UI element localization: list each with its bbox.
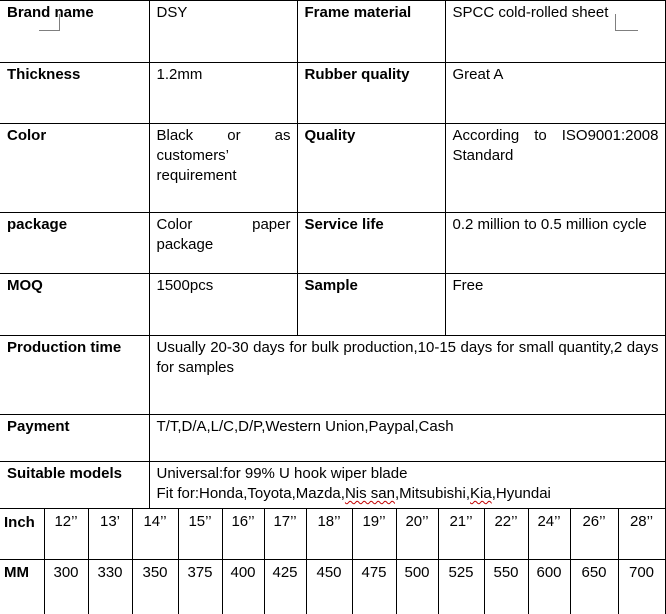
models-fit-mid: ,Mitsubishi,	[394, 485, 470, 502]
inch-size-cell: 28’’	[618, 509, 665, 560]
suitable-models-value	[149, 462, 665, 509]
frame-material-value: SPCC cold-rolled sheet	[445, 1, 665, 63]
rubber-quality-label: Rubber quality	[297, 63, 445, 124]
inch-size-cell: 20’’	[396, 509, 438, 560]
sample-value: Free	[445, 274, 665, 336]
package-value: Color paper package	[149, 213, 297, 274]
brand-name-label: Brand name	[0, 1, 149, 63]
color-label: Color	[0, 124, 149, 213]
mm-size-cell: 550	[484, 560, 528, 614]
inch-size-cell: 22’’	[484, 509, 528, 560]
mm-size-cell: 350	[132, 560, 178, 614]
mm-row	[0, 560, 665, 614]
table-row	[0, 124, 665, 213]
mm-size-cell: 500	[396, 560, 438, 614]
inch-size-cell: 14’’	[132, 509, 178, 560]
table-row	[0, 63, 665, 124]
inch-size-cell: 16’’	[222, 509, 264, 560]
production-time-label: Production time	[0, 336, 149, 415]
mm-size-cell: 525	[438, 560, 484, 614]
models-kia: Kia	[470, 485, 492, 502]
thickness-label: Thickness	[0, 63, 149, 124]
mm-size-cell: 700	[618, 560, 665, 614]
crop-mark-top-right	[615, 14, 638, 31]
payment-label: Payment	[0, 415, 149, 462]
moq-value: 1500pcs	[149, 274, 297, 336]
quality-label: Quality	[297, 124, 445, 213]
size-table	[0, 508, 666, 614]
service-life-value: 0.2 million to 0.5 million cycle	[445, 213, 665, 274]
mm-size-cell: 450	[306, 560, 352, 614]
brand-name-value: DSY	[149, 1, 297, 63]
models-universal-line: Universal:for 99% U hook wiper blade	[156, 465, 408, 482]
service-life-label: Service life	[297, 213, 445, 274]
inch-label: Inch	[0, 509, 44, 560]
models-fit-line	[157, 484, 659, 504]
mm-label: MM	[0, 560, 44, 614]
inch-size-cell: 12’’	[44, 509, 88, 560]
frame-material-label: Frame material	[297, 1, 445, 63]
mm-size-cell: 300	[44, 560, 88, 614]
inch-size-cell: 15’’	[178, 509, 222, 560]
production-time-value: Usually 20-30 days for bulk production,10-15 days for small quantity,2 days for samples	[149, 336, 665, 415]
table-row	[0, 213, 665, 274]
inch-size-cell: 19’’	[352, 509, 396, 560]
color-value: Black or as customers’ requirement	[149, 124, 297, 213]
moq-label: MOQ	[0, 274, 149, 336]
table-row	[0, 462, 665, 509]
quality-value: According to ISO9001:2008 Standard	[445, 124, 665, 213]
sample-label: Sample	[297, 274, 445, 336]
models-fit-prefix: Fit for:Honda,Toyota,Mazda,	[156, 485, 345, 502]
models-nissan: Nis san	[344, 485, 395, 502]
mm-size-cell: 475	[352, 560, 396, 614]
inch-row	[0, 509, 665, 560]
rubber-quality-value: Great A	[445, 63, 665, 124]
inch-size-cell: 13’	[88, 509, 132, 560]
table-row	[0, 1, 665, 63]
crop-mark-top-left	[39, 14, 60, 31]
inch-size-cell: 24’’	[528, 509, 570, 560]
suitable-models-label: Suitable models	[0, 462, 149, 509]
inch-size-cell: 18’’	[306, 509, 352, 560]
package-label: package	[0, 213, 149, 274]
table-row	[0, 415, 665, 462]
mm-size-cell: 650	[570, 560, 618, 614]
inch-size-cell: 21’’	[438, 509, 484, 560]
mm-size-cell: 425	[264, 560, 306, 614]
models-fit-suffix: ,Hyundai	[491, 485, 551, 502]
table-row	[0, 336, 665, 415]
thickness-value: 1.2mm	[149, 63, 297, 124]
table-row	[0, 274, 665, 336]
mm-size-cell: 330	[88, 560, 132, 614]
mm-size-cell: 375	[178, 560, 222, 614]
inch-size-cell: 17’’	[264, 509, 306, 560]
mm-size-cell: 600	[528, 560, 570, 614]
inch-size-cell: 26’’	[570, 509, 618, 560]
mm-size-cell: 400	[222, 560, 264, 614]
payment-value: T/T,D/A,L/C,D/P,Western Union,Paypal,Cash	[149, 415, 665, 462]
